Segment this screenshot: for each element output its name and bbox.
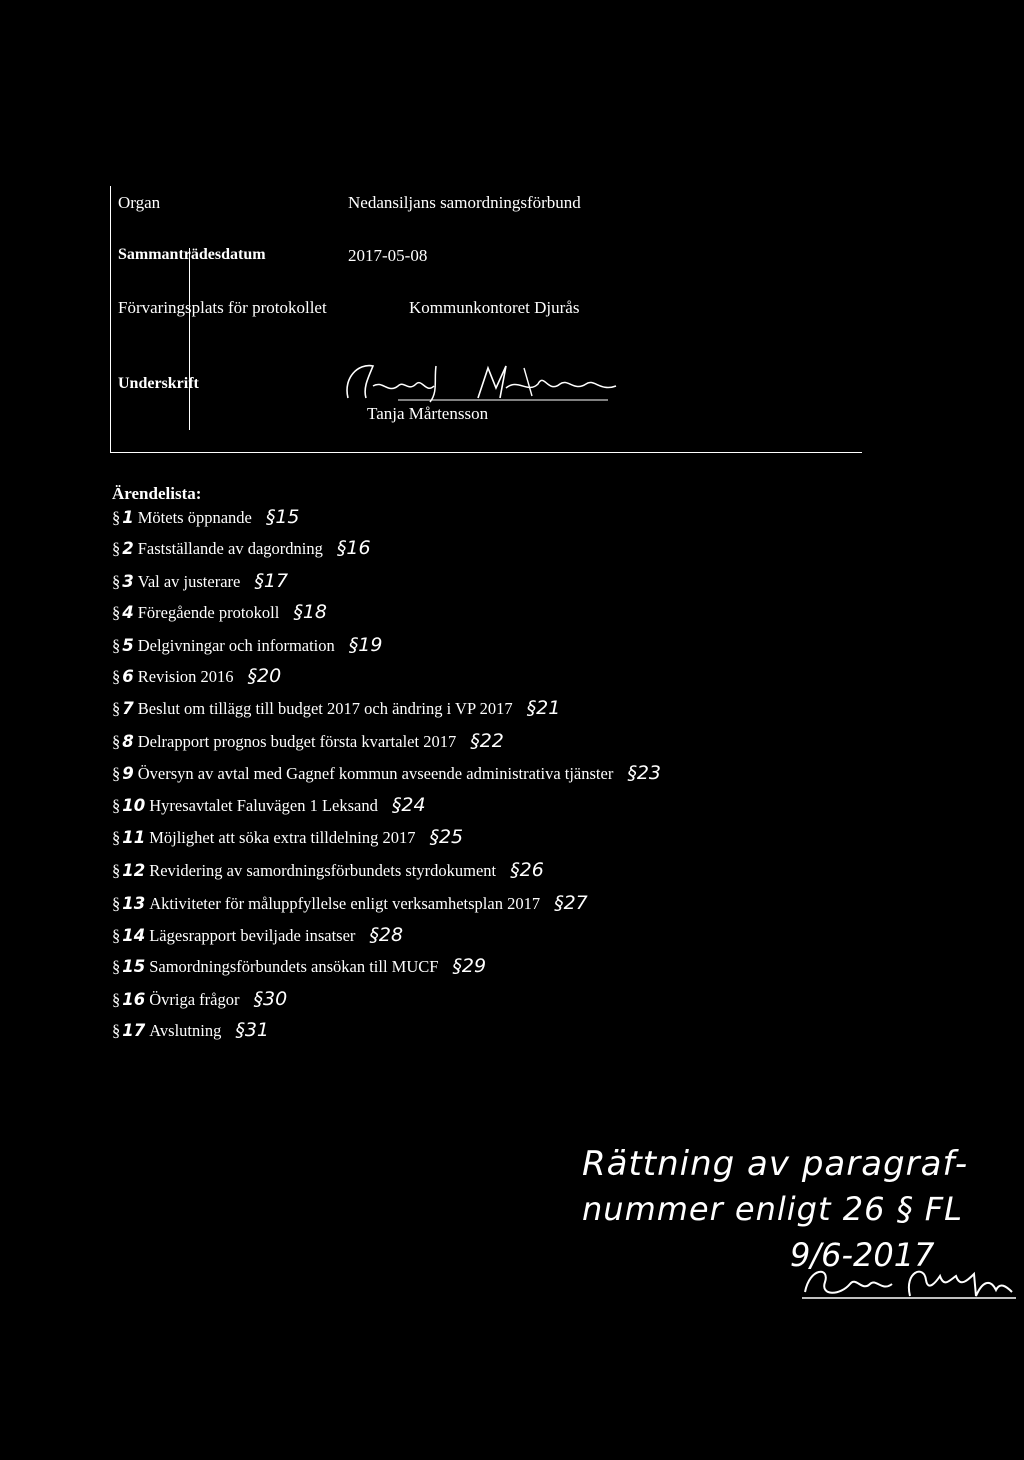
section-mark: § — [112, 636, 121, 655]
agenda-item-text: Aktiviteter för måluppfyllelse enligt verksamhetsplan 2017 — [149, 894, 541, 913]
agenda-item-number: 10 — [122, 796, 146, 815]
section-mark: § — [112, 572, 121, 591]
agenda-item-number: 2 — [122, 539, 134, 558]
agenda-item-paragraph-handwritten: §28 — [369, 924, 404, 946]
agenda-item-text: Revision 2016 — [137, 667, 234, 686]
section-mark: § — [112, 861, 121, 880]
section-mark: § — [112, 990, 121, 1009]
agenda-item-paragraph-handwritten: §19 — [348, 634, 383, 656]
header-frame-bottom-line — [110, 452, 862, 453]
agenda-item-number: 13 — [122, 894, 146, 913]
agenda-item — [112, 924, 403, 946]
agenda-item — [112, 794, 426, 816]
agenda-item — [112, 506, 300, 528]
agenda-item-paragraph-handwritten: §22 — [470, 730, 504, 752]
header-frame-left-line — [110, 186, 111, 452]
agenda-item — [112, 892, 588, 914]
agenda-item-text: Avslutning — [149, 1021, 222, 1040]
agenda-item-number: 12 — [122, 861, 146, 880]
section-mark: § — [112, 539, 121, 558]
section-mark: § — [112, 796, 121, 815]
section-mark: § — [112, 957, 121, 976]
section-mark: § — [112, 508, 121, 527]
agenda-item-number: 8 — [122, 732, 134, 751]
agenda-item-paragraph-handwritten: §20 — [247, 665, 282, 687]
agenda-item-number: 7 — [122, 699, 134, 718]
correction-note-line1: Rättning av paragraf- — [582, 1144, 969, 1184]
section-mark: § — [112, 603, 121, 622]
agenda-item-paragraph-handwritten: §23 — [627, 762, 662, 784]
agenda-item-number: 1 — [122, 508, 134, 527]
correction-signature-scribble — [800, 1262, 1020, 1302]
section-mark: § — [112, 699, 121, 718]
agenda-item-paragraph-handwritten: §26 — [510, 859, 544, 881]
agenda-item-paragraph-handwritten: §16 — [336, 537, 371, 559]
agenda-item-paragraph-handwritten: §25 — [429, 826, 464, 848]
storage-label: Förvaringsplats för protokollet — [118, 298, 327, 317]
agenda-item-number: 15 — [122, 957, 146, 976]
agenda-item-paragraph-handwritten: §17 — [254, 570, 289, 592]
agenda-item — [112, 762, 661, 784]
agenda-item — [112, 634, 382, 656]
agenda-item-paragraph-handwritten: §29 — [452, 955, 487, 977]
section-mark: § — [112, 926, 121, 945]
agenda-item-paragraph-handwritten: §24 — [391, 794, 426, 816]
agenda-item — [112, 1019, 269, 1041]
agenda-item-text: Föregående protokoll — [137, 603, 280, 622]
agenda-item-text: Övriga frågor — [149, 990, 240, 1009]
agenda-item — [112, 826, 463, 848]
correction-note-line2: nummer enligt 26 § FL — [582, 1190, 963, 1228]
agenda-item-number: 3 — [122, 572, 134, 591]
agenda-item-paragraph-handwritten: §31 — [235, 1019, 270, 1041]
agenda-item-text: Mötets öppnande — [137, 508, 252, 527]
agenda-item-text: Delrapport prognos budget första kvartalet 2017 — [137, 732, 457, 751]
agenda-item-number: 6 — [122, 667, 134, 686]
meeting-date-value: 2017-05-08 — [348, 246, 428, 265]
meeting-date-label: Sammanträdesdatum — [118, 246, 266, 263]
agenda-item — [112, 697, 560, 719]
agenda-item-text: Val av justerare — [137, 572, 241, 591]
agenda-item-text: Beslut om tillägg till budget 2017 och ändring i VP 2017 — [137, 699, 513, 718]
agenda-item — [112, 988, 287, 1010]
agenda-item-number: 14 — [122, 926, 146, 945]
agenda-item-number: 17 — [122, 1021, 146, 1040]
agenda-title: Ärendelista: — [112, 484, 202, 503]
storage-value: Kommunkontoret Djurås — [409, 298, 580, 317]
agenda-item-text: Delgivningar och information — [137, 636, 335, 655]
agenda-item-text: Samordningsförbundets ansökan till MUCF — [149, 957, 439, 976]
agenda-item-number: 4 — [122, 603, 134, 622]
agenda-item-text: Hyresavtalet Faluvägen 1 Leksand — [149, 796, 378, 815]
agenda-item-text: Fastställande av dagordning — [137, 539, 323, 558]
agenda-item-number: 16 — [122, 990, 146, 1009]
agenda-item — [112, 955, 486, 977]
agenda-item-text: Översyn av avtal med Gagnef kommun avseende administrativa tjänster — [137, 764, 614, 783]
section-mark: § — [112, 667, 121, 686]
section-mark: § — [112, 732, 121, 751]
organ-value: Nedansiljans samordningsförbund — [348, 193, 581, 212]
agenda-item-number: 9 — [122, 764, 134, 783]
organ-label: Organ — [118, 193, 161, 212]
agenda-item-text: Revidering av samordningsförbundets styrdokument — [149, 861, 497, 880]
signature-label: Underskrift — [118, 375, 199, 392]
agenda-item-paragraph-handwritten: §15 — [265, 506, 300, 528]
agenda-item-text: Möjlighet att söka extra tilldelning 2017 — [149, 828, 416, 847]
agenda-item-paragraph-handwritten: §30 — [253, 988, 288, 1010]
section-mark: § — [112, 1021, 121, 1040]
agenda-item — [112, 859, 544, 881]
agenda-item-text: Lägesrapport beviljade insatser — [149, 926, 356, 945]
agenda-item — [112, 730, 504, 752]
agenda-item — [112, 570, 288, 592]
agenda-item-paragraph-handwritten: §18 — [293, 601, 328, 623]
agenda-item-number: 5 — [122, 636, 134, 655]
section-mark: § — [112, 894, 121, 913]
signature-printed-name: Tanja Mårtensson — [367, 404, 489, 423]
section-mark: § — [112, 828, 121, 847]
agenda-item — [112, 665, 281, 687]
agenda-item-paragraph-handwritten: §21 — [526, 697, 561, 719]
header-column-divider — [189, 248, 190, 430]
agenda-item-paragraph-handwritten: §27 — [554, 892, 588, 914]
correction-note-date: 9/6-2017 — [790, 1236, 935, 1274]
agenda-item — [112, 601, 327, 623]
agenda-item-number: 11 — [122, 828, 146, 847]
agenda-item — [112, 537, 371, 559]
section-mark: § — [112, 764, 121, 783]
signature-scribble — [338, 358, 638, 408]
